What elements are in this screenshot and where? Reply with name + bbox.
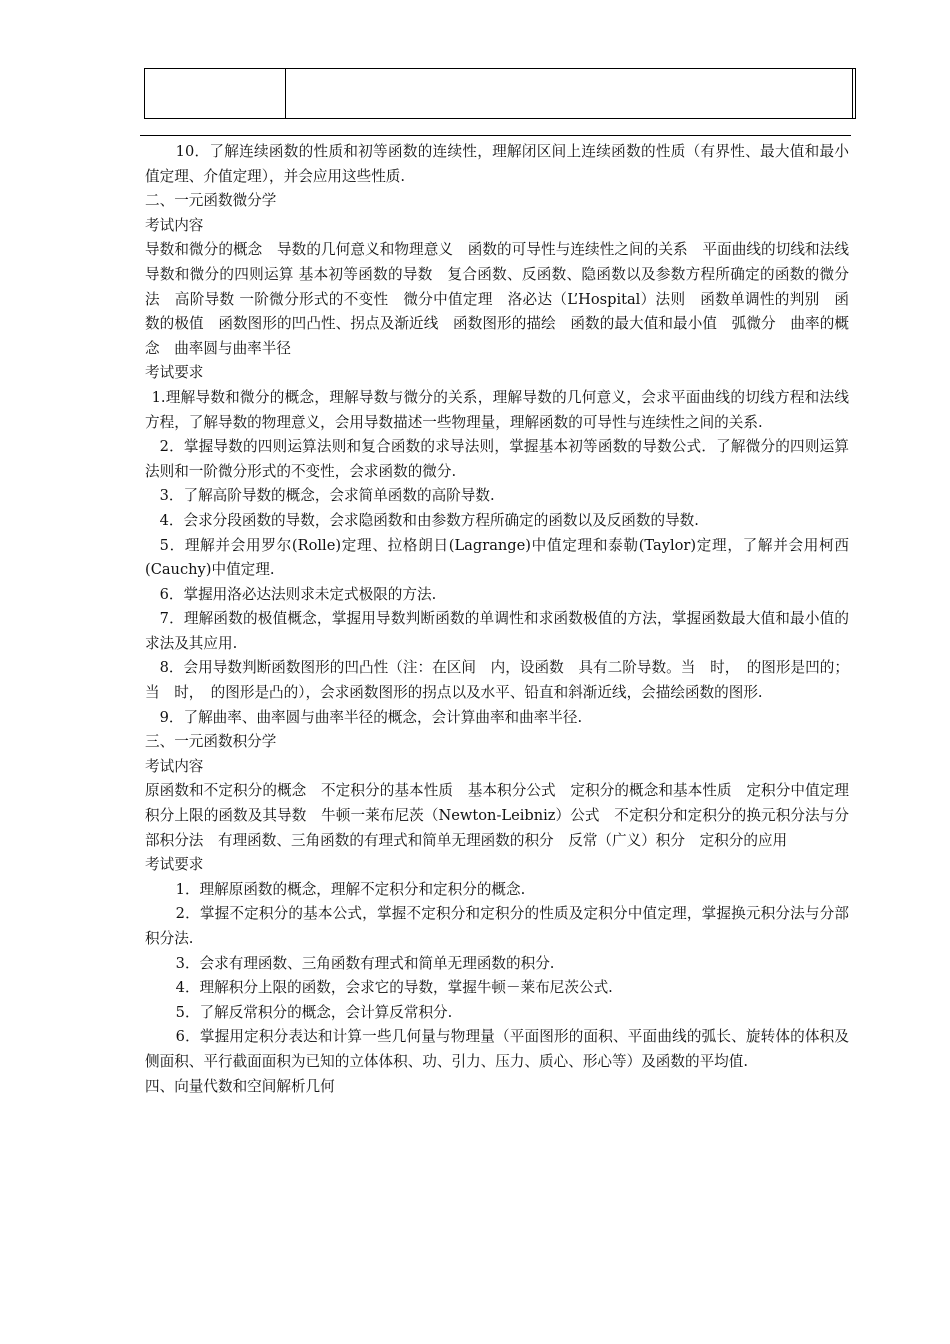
- table-double-border: [852, 69, 853, 118]
- document-body: [145, 140, 864, 1099]
- paragraph-p25: 四、向量代数和空间解析几何: [145, 1077, 335, 1095]
- paragraph-p15: 三、一元函数积分学: [145, 733, 277, 751]
- paragraph-p06: 1.理解导数和微分的概念，理解导数与微分的关系，理解导数的几何意义，会求平面曲线的切线方程和法线方程，了解导数的物理意义，会用导数描述一些物理量，理解函数的可导性与连续性之间的关系.: [145, 388, 849, 431]
- paragraph-p09: 4．会求分段函数的导数，会求隐函数和由参数方程所确定的函数以及反函数的导数.: [159, 511, 699, 529]
- paragraph-p03: 考试内容: [145, 216, 204, 234]
- paragraph-p17: 原函数和不定积分的概念 不定积分的基本性质 基本积分公式 定积分的概念和基本性质 定积分中值定理 积分上限的函数及其导数 牛顿一莱布尼茨（Newton-Leibniz）公式 不定积分和定积分的换元积分法与分部积分法 有理函数、三角函数的有理式和简单无理函数的积分 反常（广义）积分 定积分的应用: [145, 782, 864, 849]
- paragraph-p04: 导数和微分的概念 导数的几何意义和物理意义 函数的可导性与连续性之间的关系 平面曲线的切线和法线 导数和微分的四则运算 基本初等函数的导数 复合函数、反函数、隐函数以及参数方程所确定的函数的微分法 高阶导数 一阶微分形式的不变性 微分中值定理 洛必达（L’Hospital）法则 函数单调性的判别 函数的极值 函数图形的凹凸性、拐点及渐近线 函数图形的描绘 函数的最大值和最小值 弧微分 曲率的概念 曲率圆与曲率半径: [145, 241, 864, 357]
- paragraph-p23: 5．了解反常积分的概念，会计算反常积分.: [175, 1003, 453, 1021]
- paragraph-p05: 考试要求: [145, 364, 204, 382]
- paragraph-p20: 2．掌握不定积分的基本公式，掌握不定积分和定积分的性质及定积分中值定理，掌握换元积分法与分部积分法.: [145, 905, 849, 947]
- paragraph-p13: 8．会用导数判断函数图形的凹凸性（注：在区间 内，设函数 具有二阶导数。当 时， 的图形是凹的；当 时， 的图形是凸的），会求函数图形的拐点以及水平、铅直和斜渐近线，会描绘函数的图形.: [145, 659, 849, 702]
- paragraph-p01: 10．了解连续函数的性质和初等函数的连续性，理解闭区间上连续函数的性质（有界性、最大值和最小值定理、介值定理），并会应用这些性质.: [145, 143, 849, 185]
- paragraph-p07: 2．掌握导数的四则运算法则和复合函数的求导法则，掌握基本初等函数的导数公式．了解微分的四则运算法则和一阶微分形式的不变性，会求函数的微分.: [145, 438, 849, 480]
- paragraph-p24: 6．掌握用定积分表达和计算一些几何量与物理量（平面图形的面积、平面曲线的弧长、旋转体的体积及侧面积、平行截面面积为已知的立体体积、功、引力、压力、质心、形心等）及函数的平均值.: [145, 1028, 849, 1070]
- paragraph-p10: 5．理解并会用罗尔(Rolle)定理、拉格朗日(Lagrange)中值定理和泰勒(Taylor)定理，了解并会用柯西(Cauchy)中值定理.: [145, 536, 849, 579]
- header-rule: [140, 135, 851, 136]
- paragraph-p18: 考试要求: [145, 856, 204, 874]
- paragraph-p19: 1．理解原函数的概念，理解不定积分和定积分的概念.: [175, 880, 526, 898]
- header-table: [144, 68, 856, 119]
- paragraph-p08: 3．了解高阶导数的概念，会求简单函数的高阶导数.: [159, 487, 495, 505]
- paragraph-p21: 3．会求有理函数、三角函数有理式和简单无理函数的积分.: [175, 954, 555, 972]
- paragraph-p14: 9．了解曲率、曲率圆与曲率半径的概念，会计算曲率和曲率半径.: [159, 708, 583, 726]
- paragraph-p11: 6．掌握用洛必达法则求未定式极限的方法.: [159, 585, 437, 603]
- paragraph-p22: 4．理解积分上限的函数，会求它的导数，掌握牛顿－莱布尼茨公式.: [175, 979, 613, 997]
- paragraph-p02: 二、一元函数微分学: [145, 192, 277, 210]
- table-cell-divider: [285, 69, 286, 118]
- paragraph-p12: 7．理解函数的极值概念，掌握用导数判断函数的单调性和求函数极值的方法，掌握函数最大值和最小值的求法及其应用.: [145, 610, 849, 652]
- paragraph-p16: 考试内容: [145, 757, 204, 775]
